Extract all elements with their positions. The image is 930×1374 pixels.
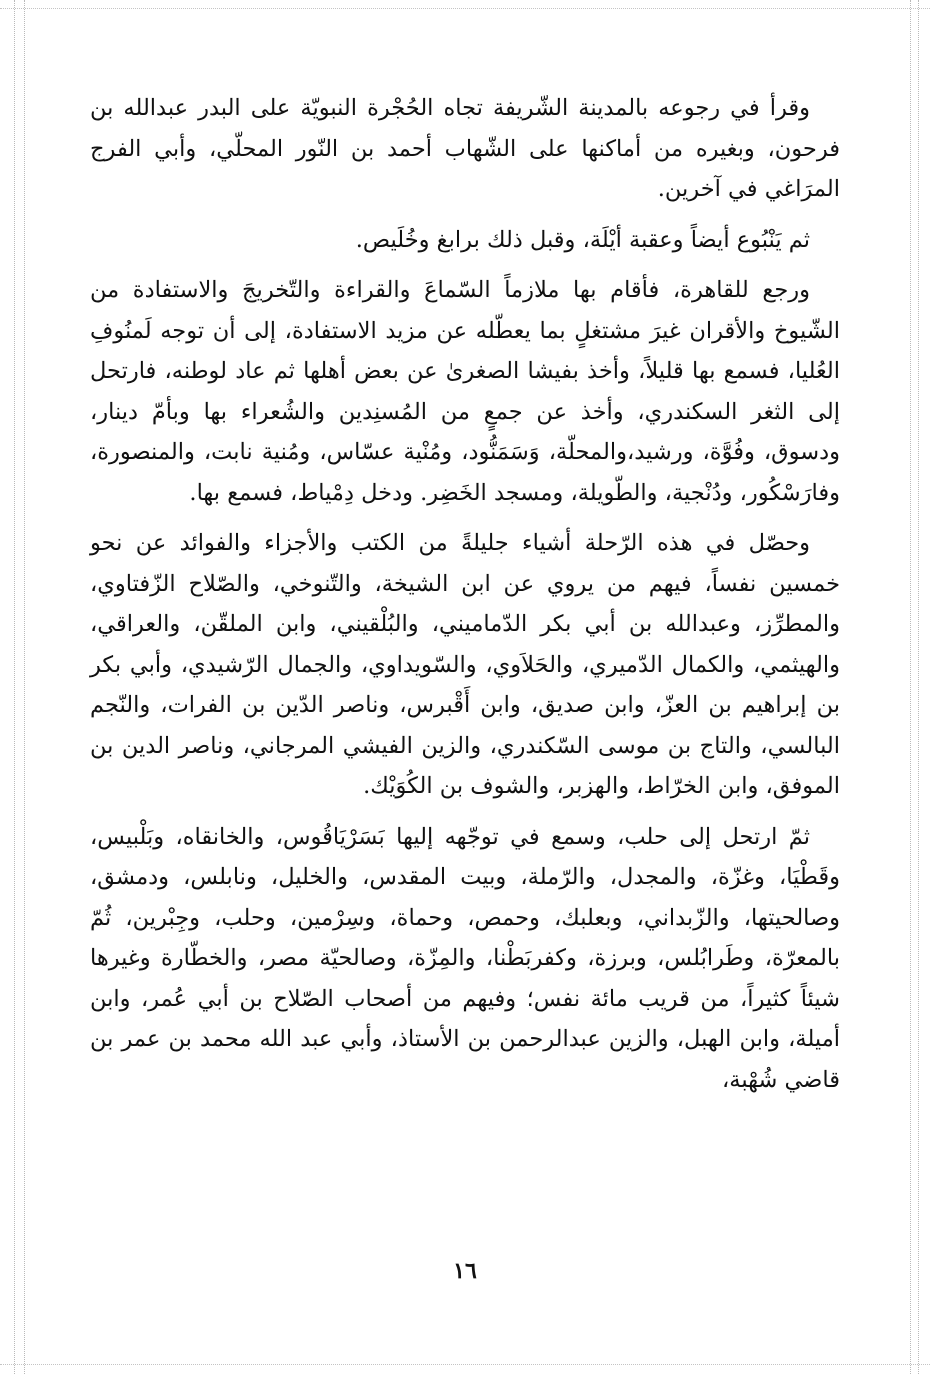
margin-guide-bottom [0,1364,930,1365]
page-number: ١٦ [453,1258,477,1284]
paragraph-yanbu: ثم يَنْبُوع أيضاً وعقبة أيْلَة، وقبل ذلك برابغ وخُلَيص. [355,226,810,253]
margin-guide-left-inner [24,0,25,1374]
paragraph-return-cairo: ورجع للقاهرة، فأقام بها ملازماً السّماعَ والقراءة والتّخريجَ والاستفادة من الشّيوخ والأقران غيرَ مشتغلٍ بما يعطّله عن مزيد الاستفادة، إلى أن توجه لَمنُوفِ العُليا، فسمع بها قليلاً، وأخذ بفيشا الصغرىٰ عن بعض أهلها ثم عاد لوطنه، فارتحل إلى الثغر السكندري، وأخذ عن جمعٍ من المُسنِدين والشُعراء بها وبأمّ دينار، ودسوق، وفُوَّة، ورشيد،والمحلّة، وَسَمَنُّود، ومُنْية عسّاس، ومُنية نابت، والمنصورة، وفارَسْكُور، ودُنْجية، والطّويلة، ومسجد الخَضِر. ودخل دِمْياط، فسمع بها. [90,277,840,506]
paragraph-medina-readings: وقرأ في رجوعه بالمدينة الشّريفة تجاه الحُجْرة النبويّة على البدر عبدالله بن فرحون، وبغيره من أماكنها على الشّهاب أحمد بن النّور المحلّي، وأبي الفرج المرَاغي في آخرين. [90,95,840,202]
margin-guide-left-outer [14,0,15,1374]
paragraph-journey-aleppo: ثمّ ارتحل إلى حلب، وسمع في توجّهه إليها بَسَرْيَاقُوس، والخانقاه، وبَلْبيس، وقَطْيَا، وغزّة، والمجدل، والرّملة، وبيت المقدس، والخليل، ونابلس، ودمشق، وصالحيتها، والزّبداني، وبعلبك، وحمص، وحماة، وسِرْمين، وحلب، وجِبْرين، ثُمّ بالمعرّة، وطَرابُلس، وبرزة، وكفربَطْنا، والمِزّة، وصالحيّة مصر، والخطّارة وغيرها شيئاً كثيراً، من قريب مائة نفس؛ وفيهم من أصحاب الصّلاح بن أبي عُمر، وابن أميلة، وابن الهبل، والزين عبدالرحمن بن الأستاذ، وأبي عبد الله محمد بن عمر بن قاضي شُهْبة، [90,823,840,1093]
margin-guide-top [0,8,930,9]
paragraph-journey-gains: وحصّل في هذه الرّحلة أشياء جليلةً من الكتب والأجزاء والفوائد عن نحو خمسين نفساً، فيهم من يروي عن ابن الشيخة، والتّنوخي، والصّلاح الزّفتاوي، والمطرِّز، وعبدالله بن أبي بكر الدّماميني، والبُلْقيني، وابن الملقّن، والعراقي، والهيثمي، والكمال الدّميري، والحَلاَوي، والسّويداوي، والجمال الرّشيدي، وأبي بكر بن إبراهيم بن العزّ، وابن صديق، وابن أَقْبرس، وناصر الدّين بن الفرات، والنّجم البالسي، والتاج بن موسى السّكندري، والزين الفيشي المرجاني، وناصر الدين بن الموفق، وابن الخرّاط، والهزبر، والشوف بن الكُوَيْك. [90,530,840,799]
margin-guide-right-inner [910,0,911,1374]
page-body [90,88,840,1100]
margin-guide-right-outer [918,0,919,1374]
